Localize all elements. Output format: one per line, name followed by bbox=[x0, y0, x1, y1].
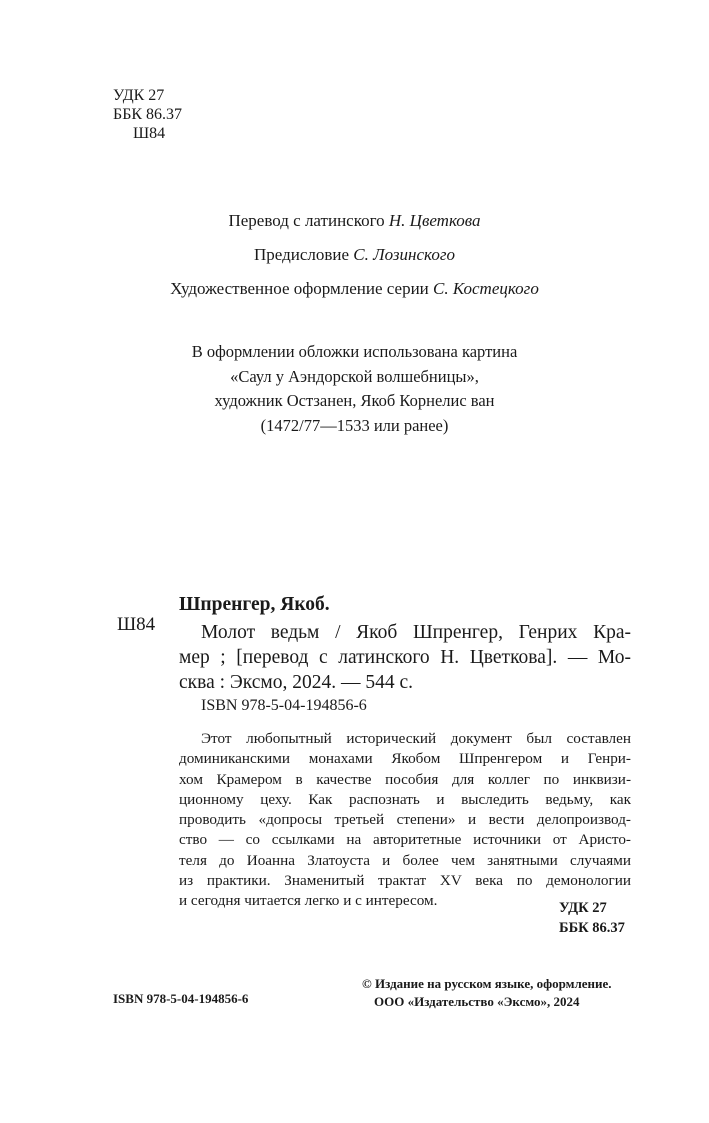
abstract-line: хом Крамером в качестве пособия для коллег по инквизи- bbox=[179, 770, 631, 788]
classification-codes bbox=[113, 86, 182, 143]
abstract-line: теля до Иоанна Златоуста и более чем занятными случаями bbox=[179, 851, 631, 869]
abstract-line: ство — со ссылками на авторитетные источники от Аристо- bbox=[179, 831, 631, 849]
cover-note-line: (1472/77—1533 или ранее) bbox=[260, 415, 449, 435]
credit-name: Н. Цветкова bbox=[388, 211, 481, 230]
bibliographic-line: сква : Эксмо, 2024. — 544 с. bbox=[179, 672, 414, 693]
udk-code: УДК 27 bbox=[113, 87, 165, 104]
isbn-bottom: ISBN 978-5-04-194856-6 bbox=[113, 991, 249, 1006]
credit-preface bbox=[0, 245, 709, 265]
bbk-code: ББК 86.37 bbox=[113, 106, 183, 123]
credit-translation bbox=[0, 211, 709, 231]
bibliographic-line: Молот ведьм / Якоб Шпренгер, Генрих Кра- bbox=[201, 622, 631, 643]
cover-note-line: художник Остзанен, Якоб Корнелис ван bbox=[214, 391, 495, 410]
abstract-line: Этот любопытный исторический документ был составлен bbox=[201, 730, 631, 747]
abstract bbox=[179, 729, 631, 912]
author-mark: Ш84 bbox=[133, 125, 166, 142]
copyright-line: © Издание на русском языке, оформление. bbox=[362, 976, 612, 991]
credit-name: С. Костецкого bbox=[433, 279, 539, 298]
abstract-line: из практики. Знаменитый трактат XV века по демонологии bbox=[179, 872, 631, 890]
credit-label: Предисловие bbox=[254, 245, 350, 264]
abstract-line: доминиканскими монахами Якобом Шпренгером и Генри- bbox=[179, 750, 631, 768]
bibliographic-description bbox=[179, 620, 631, 695]
credit-label: Художественное оформление серии bbox=[170, 279, 429, 298]
bibliographic-author: Шпренгер, Якоб. bbox=[179, 594, 330, 615]
credit-name: С. Лозинского bbox=[353, 245, 455, 264]
abstract-line: ционному цеху. Как распознать и выследить ведьму, как bbox=[179, 790, 631, 808]
credit-design bbox=[0, 279, 709, 299]
footer-bbk: ББК 86.37 bbox=[559, 920, 625, 936]
copyright-line: ООО «Издательство «Эксмо», 2024 bbox=[374, 994, 580, 1009]
cover-note-line: «Саул у Аэндорской волшебницы», bbox=[230, 366, 479, 386]
bibliographic-line: мер ; [перевод с латинского Н. Цветкова]. — Мо- bbox=[179, 647, 631, 668]
credit-label: Перевод с латинского bbox=[228, 211, 385, 230]
copyright bbox=[362, 975, 612, 1011]
footer-udk: УДК 27 bbox=[559, 900, 607, 916]
isbn: ISBN 978-5-04-194856-6 bbox=[201, 697, 367, 714]
cover-note bbox=[0, 340, 709, 438]
bibliographic-code: Ш84 bbox=[117, 614, 156, 635]
abstract-line: и сегодня читается легко и с интересом. bbox=[179, 892, 438, 910]
footer-codes bbox=[559, 898, 625, 938]
cover-note-line: В оформлении обложки использована картина bbox=[191, 342, 518, 361]
abstract-line: проводить «допросы третьей степени» и вести делопроизвод- bbox=[179, 811, 631, 829]
